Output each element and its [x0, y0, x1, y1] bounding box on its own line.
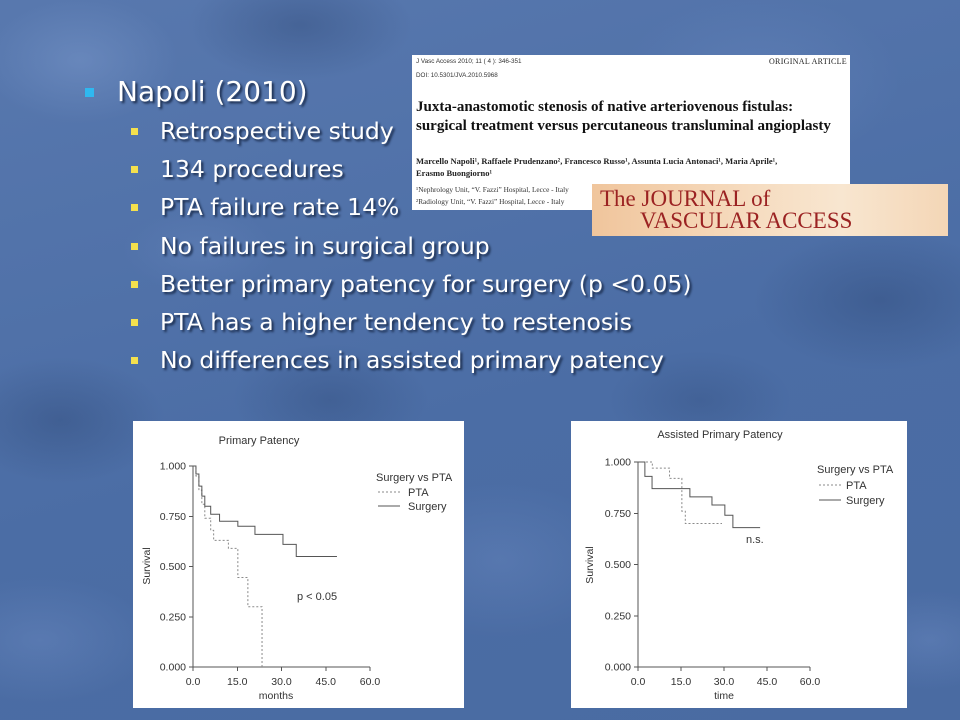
bullet-text: PTA failure rate 14%: [160, 193, 400, 222]
chart-annotation: n.s.: [746, 534, 764, 546]
assisted-primary-patency-chart: [571, 421, 907, 708]
bullet-text: Better primary patency for surgery (p <0.05): [160, 269, 692, 298]
bullet-text: 134 procedures: [160, 155, 344, 184]
assisted-primary-patency-plot: [571, 421, 907, 708]
article-authors: Marcello Napoli¹, Raffaele Prudenzano², Francesco Russo¹, Assunta Lucia Antonaci¹, Maria Aprile¹,: [416, 156, 778, 166]
bullet-text: No failures in surgical group: [160, 231, 490, 260]
x-tick-label: 60.0: [359, 676, 381, 688]
article-affiliation: ¹Nephrology Unit, “V. Fazzi” Hospital, Lecce - Italy: [416, 185, 569, 194]
km-curve-surgery: [638, 462, 760, 528]
legend-label-surgery: Surgery: [846, 495, 885, 507]
bullet-text: No differences in assisted primary patency: [160, 346, 664, 375]
journal-logo-line: VASCULAR ACCESS: [640, 208, 853, 233]
y-tick-label: 0.750: [604, 507, 631, 520]
bullet-item: [131, 269, 692, 299]
chart-title: Primary Patency: [218, 435, 300, 447]
slide-heading: Napoli (2010): [117, 75, 308, 108]
y-tick-label: 0.500: [604, 559, 631, 571]
x-tick-label: 30.0: [713, 676, 735, 688]
y-tick-label: 1.000: [604, 456, 631, 469]
bullet-item: [131, 307, 692, 337]
legend-label-pta: PTA: [846, 480, 867, 492]
y-tick-label: 0.750: [159, 510, 186, 523]
y-tick-label: 0.000: [159, 661, 186, 674]
x-tick-label: 15.0: [670, 676, 692, 688]
journal-logo-line: The JOURNAL of: [600, 186, 771, 211]
bullet-marker: [131, 166, 138, 173]
x-tick-label: 0.0: [185, 676, 201, 688]
y-tick-label: 1.000: [159, 460, 186, 473]
x-tick-label: 30.0: [271, 676, 292, 688]
bullet-marker: [131, 319, 138, 326]
km-curve-surgery: [193, 466, 337, 556]
y-tick-label: 0.250: [604, 610, 631, 623]
y-tick-label: 0.500: [159, 561, 186, 573]
chart-title: Assisted Primary Patency: [657, 429, 783, 441]
legend-title: Surgery vs PTA: [817, 464, 894, 476]
bullet-marker: [131, 128, 138, 135]
article-citation: J Vasc Access 2010; 11 ( 4 ): 346-351: [416, 58, 522, 65]
bullet-text: PTA has a higher tendency to restenosis: [160, 307, 632, 336]
x-tick-label: 15.0: [227, 676, 248, 688]
article-affiliation: ²Radiology Unit, “V. Fazzi” Hospital, Lecce - Italy: [416, 197, 565, 206]
x-tick-label: 45.0: [315, 676, 336, 688]
bullet-marker: [131, 204, 138, 211]
y-axis-label: Survival: [141, 547, 153, 585]
bullet-marker: [131, 243, 138, 250]
chart-annotation: p < 0.05: [297, 591, 338, 603]
x-tick-label: 45.0: [756, 676, 778, 688]
x-tick-label: 0.0: [630, 676, 646, 688]
bullet-marker: [131, 281, 138, 288]
x-axis-label: time: [714, 690, 734, 702]
article-section-label: ORIGINAL ARTICLE: [768, 57, 847, 66]
article-title-line: surgical treatment versus percutaneous transluminal angioplasty: [416, 118, 831, 134]
article-doi: DOI: 10.5301/JVA.2010.5968: [416, 72, 498, 79]
y-tick-label: 0.250: [159, 611, 186, 624]
bullet-text: Retrospective study: [160, 117, 394, 145]
journal-logo: [592, 184, 948, 236]
article-authors: Erasmo Buongiorno¹: [416, 168, 492, 178]
bullet-marker: [131, 357, 138, 364]
primary-patency-plot: [133, 421, 464, 708]
x-tick-label: 60.0: [799, 676, 821, 688]
legend-title: Surgery vs PTA: [376, 472, 453, 484]
legend-label-pta: PTA: [408, 487, 429, 499]
x-axis-label: months: [258, 690, 294, 702]
primary-patency-chart: [133, 421, 464, 708]
bullet-item: [131, 345, 692, 375]
km-curve-pta: [638, 462, 722, 524]
y-axis-label: Survival: [584, 546, 596, 584]
y-tick-label: 0.000: [604, 661, 631, 674]
heading-bullet-marker: [85, 88, 94, 97]
article-title-line: Juxta-anastomotic stenosis of native arteriovenous fistulas:: [416, 99, 794, 115]
legend-label-surgery: Surgery: [408, 501, 447, 513]
